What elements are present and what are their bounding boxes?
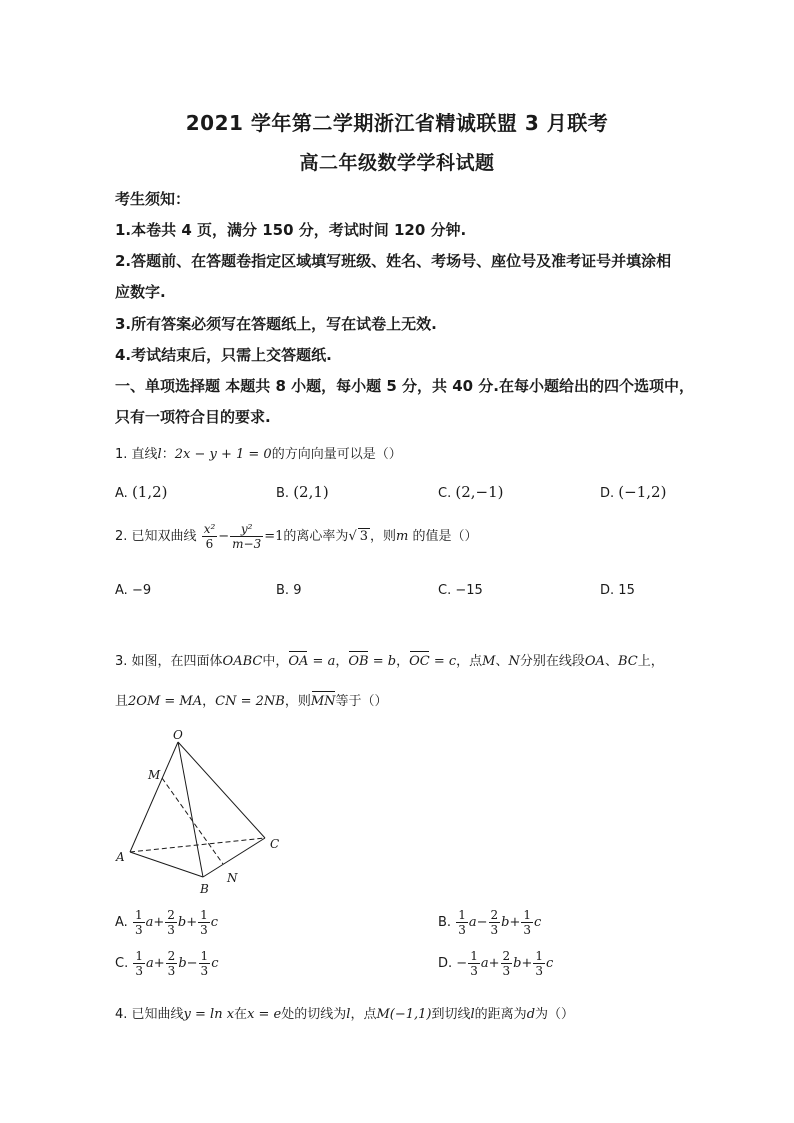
fraction: $\frac{1}{3}$ [200, 949, 209, 978]
q3-text: 、 [495, 654, 509, 669]
question-2 [115, 522, 478, 551]
option-label: B. [276, 486, 290, 501]
q4-curve: y = ln x [183, 1007, 235, 1022]
q2-minus: − [218, 529, 230, 544]
q1-suffix: 的方向向量可以是（） [271, 447, 402, 462]
q2-equals: =1 [264, 529, 284, 544]
q4-text: 的距离为 [474, 1007, 527, 1022]
fraction: $\frac{1}{3}$ [134, 908, 143, 937]
vector-oa: OA [288, 654, 309, 669]
option-label: C. [115, 956, 129, 971]
question-3-line1: 3. 如图，在四面体OABC中，OA = a，OB = b，OC = c，点M、N分别在线段OA、BC上， [115, 654, 664, 669]
vector-c: c [210, 915, 219, 930]
q3-condition-1: 2OM = MA [128, 694, 203, 709]
q2-mid2: ，则 [370, 529, 397, 544]
vector-b: b [387, 654, 397, 669]
q2-option-c[interactable] [438, 583, 483, 598]
q4-text: 在 [234, 1007, 248, 1022]
q1-option-b[interactable] [276, 483, 329, 501]
option-label: C. [438, 583, 452, 598]
question-1 [115, 443, 402, 462]
q3-text: ，则 [284, 694, 311, 709]
option-op: + [521, 956, 533, 971]
option-label: D. [600, 486, 615, 501]
q2-option-b[interactable] [276, 583, 301, 598]
vector-b: b [177, 915, 187, 930]
q4-line-l: l [346, 1007, 351, 1022]
q4-point: x = e [247, 1007, 282, 1022]
q3-option-b[interactable] [438, 908, 541, 937]
label-m: M [148, 768, 161, 782]
vector-b: b [178, 956, 187, 971]
option-value: 9 [293, 583, 302, 598]
option-op: + [488, 956, 500, 971]
vector-a: a [146, 956, 154, 971]
q3-text: ，点 [456, 654, 483, 669]
notice-item: 4.考试结束后，只需上交答题纸. [115, 346, 332, 364]
q3-text: 上， [637, 654, 664, 669]
q4-text: ，点 [350, 1007, 377, 1022]
fraction: $\frac{2}{3}$ [490, 908, 499, 937]
fraction: $\frac{1}{3}$ [535, 949, 544, 978]
sqrt-icon: √ [348, 529, 357, 544]
vector-mn: MN [310, 694, 336, 709]
option-op: + [186, 915, 198, 930]
fraction: $\frac{1}{3}$ [135, 949, 143, 978]
q2-suffix: 的值是（） [408, 529, 478, 544]
q1-var: l [157, 447, 162, 462]
vector-b: b [501, 915, 510, 930]
option-value: 15 [618, 583, 635, 598]
q4-text: 到切线 [431, 1007, 471, 1022]
section-heading: 一、单项选择题 本题共 8 小题，每小题 5 分，共 40 分.在每小题给出的四个选项中， [115, 377, 695, 395]
q1-prefix: 1. 直线 [115, 447, 158, 462]
label-o: O [173, 728, 183, 742]
label-b: B [200, 882, 209, 896]
q1-option-d[interactable] [600, 483, 666, 501]
q4-point-m: M(−1,1) [376, 1007, 432, 1022]
option-label: A. [115, 915, 128, 930]
notice-heading: 考生须知： [115, 190, 191, 208]
section-heading-cont: 只有一项符合目的要求. [115, 408, 271, 426]
q1-equation: 2x − y + 1 = 0 [174, 447, 272, 462]
notice-item: 应数字. [115, 283, 166, 301]
q4-text: 4. 已知曲线 [115, 1007, 184, 1022]
question-3-line2 [115, 690, 388, 709]
label-n: N [227, 871, 238, 885]
q3-tetrahedron: OABC [222, 654, 263, 669]
vector-c: c [546, 956, 554, 971]
q3-point-m: M [482, 654, 496, 669]
q2-prefix: 2. 已知双曲线 [115, 529, 197, 544]
exam-title: 2021 学年第二学期浙江省精诚联盟 3 月联考 [185, 111, 609, 135]
option-label: A. [115, 486, 128, 501]
option-value: −9 [131, 583, 152, 598]
q3-text: 3. 如图，在四面体 [115, 654, 223, 669]
vector-a: a [327, 654, 336, 669]
question-4 [115, 1003, 574, 1022]
option-label: D. [600, 583, 615, 598]
option-op: − [186, 956, 198, 971]
option-op: − [476, 915, 488, 930]
q3-segment-oa: OA [584, 654, 605, 669]
vector-a: a [468, 915, 477, 930]
q1-option-c[interactable] [438, 483, 504, 501]
notice-item: 3.所有答案必须写在答题纸上，写在试卷上无效. [115, 315, 437, 333]
option-label: A. [115, 583, 128, 598]
fraction: $\frac{1}{3}$ [200, 908, 208, 937]
q3-text: 等于（） [335, 694, 388, 709]
fraction: $\frac{2}{3}$ [167, 949, 176, 978]
label-c: C [270, 837, 280, 851]
q3-text: 且 [115, 694, 129, 709]
q3-option-c[interactable] [115, 949, 218, 978]
q3-condition-2: CN = 2NB [215, 694, 285, 709]
q3-text: 、 [604, 654, 618, 669]
fraction: $\frac{1}{3}$ [458, 908, 466, 937]
q2-fraction-y: $\frac{\text{y²}}{m-3}$ [232, 522, 262, 551]
vector-c: c [211, 956, 219, 971]
label-a: A [116, 850, 125, 864]
option-label: D. [438, 956, 453, 971]
fraction: $\frac{2}{3}$ [167, 908, 175, 937]
q2-sqrt-value: 3 [359, 529, 369, 544]
notice-item: 1.本卷共 4 页，满分 150 分，考试时间 120 分钟. [115, 221, 467, 239]
option-op: + [509, 915, 521, 930]
vector-c: c [534, 915, 542, 930]
option-label: C. [438, 486, 452, 501]
option-value: (1,2) [131, 483, 168, 501]
q4-distance-d: d [526, 1007, 536, 1022]
fraction: $\frac{1}{3}$ [523, 908, 532, 937]
q3-text: 分别在线段 [519, 654, 585, 669]
option-value: (2,−1) [455, 483, 504, 501]
option-op: + [153, 915, 165, 930]
tetrahedron-figure [110, 725, 290, 900]
q2-var: m [396, 529, 409, 544]
vector-oc: OC [409, 654, 430, 669]
vector-a: a [145, 915, 154, 930]
option-value: −15 [455, 583, 483, 598]
option-op: + [153, 956, 165, 971]
q3-text: ， [202, 694, 216, 709]
vector-c: c [448, 654, 457, 669]
option-value: (2,1) [293, 483, 329, 501]
fraction: $\frac{1}{3}$ [470, 949, 478, 978]
q4-text: 为（） [535, 1007, 575, 1022]
q1-option-a[interactable] [115, 483, 168, 501]
option-label: B. [438, 915, 452, 930]
q4-text: 处的切线为 [281, 1007, 347, 1022]
vector-b: b [513, 956, 522, 971]
vector-ob: OB [348, 654, 369, 669]
exam-subtitle: 高二年级数学学科试题 [299, 152, 495, 174]
q4-line-l: l [470, 1007, 475, 1022]
q2-option-d[interactable] [600, 583, 635, 598]
q3-option-a[interactable] [115, 908, 218, 937]
q3-point-n: N [508, 654, 520, 669]
q3-segment-bc: BC [617, 654, 638, 669]
q3-option-d[interactable] [438, 949, 553, 978]
option-label: B. [276, 583, 290, 598]
q2-fraction-x: $\frac{\text{x²}}{6}$ [203, 522, 216, 551]
notice-item: 2.答题前、在答题卷指定区域填写班级、姓名、考场号、座位号及准考证号并填涂相 [115, 252, 672, 270]
q2-mid: 的离心率为 [283, 529, 349, 544]
option-sign: − [456, 956, 468, 971]
q2-option-a[interactable] [115, 583, 151, 598]
q1-colon: ： [161, 447, 175, 462]
option-value: (−1,2) [618, 483, 667, 501]
q3-text: 中， [262, 654, 289, 669]
vector-a: a [480, 956, 489, 971]
fraction: $\frac{2}{3}$ [502, 949, 511, 978]
